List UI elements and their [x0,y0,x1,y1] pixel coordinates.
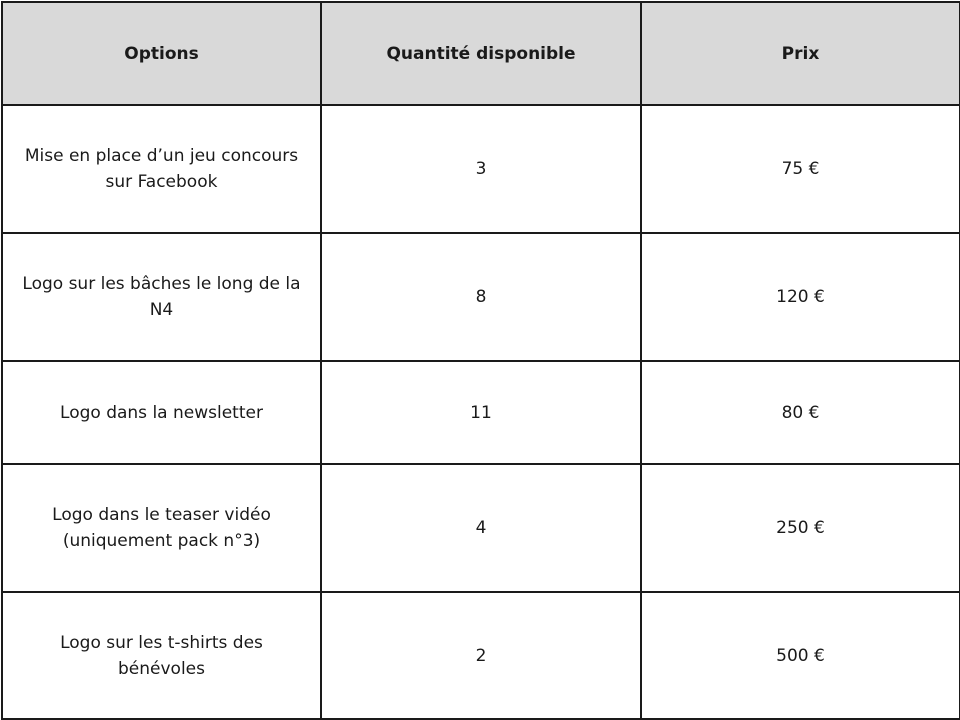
option-cell: Logo sur les bâches le long de la N4 [2,233,321,361]
price-cell: 120 € [641,233,960,361]
price-cell: 75 € [641,105,960,233]
table-row [2,361,960,464]
table-row [2,105,960,233]
option-cell: Logo dans le teaser vidéo (uniquement pack n°3) [2,464,321,592]
table-row [2,464,960,592]
price-cell: 500 € [641,592,960,719]
header-options: Options [2,2,321,105]
option-cell: Logo dans la newsletter [2,361,321,464]
table-row [2,592,960,719]
table-header [2,2,960,105]
option-cell: Logo sur les t-shirts des bénévoles [2,592,321,719]
price-cell: 80 € [641,361,960,464]
quantity-cell: 8 [321,233,641,361]
header-quantity: Quantité disponible [321,2,641,105]
quantity-cell: 3 [321,105,641,233]
table-body [2,105,960,719]
header-price: Prix [641,2,960,105]
quantity-cell: 4 [321,464,641,592]
option-cell: Mise en place d’un jeu concours sur Facebook [2,105,321,233]
price-cell: 250 € [641,464,960,592]
table-row [2,233,960,361]
sponsorship-options-table [1,1,960,720]
quantity-cell: 11 [321,361,641,464]
quantity-cell: 2 [321,592,641,719]
header-row [2,2,960,105]
